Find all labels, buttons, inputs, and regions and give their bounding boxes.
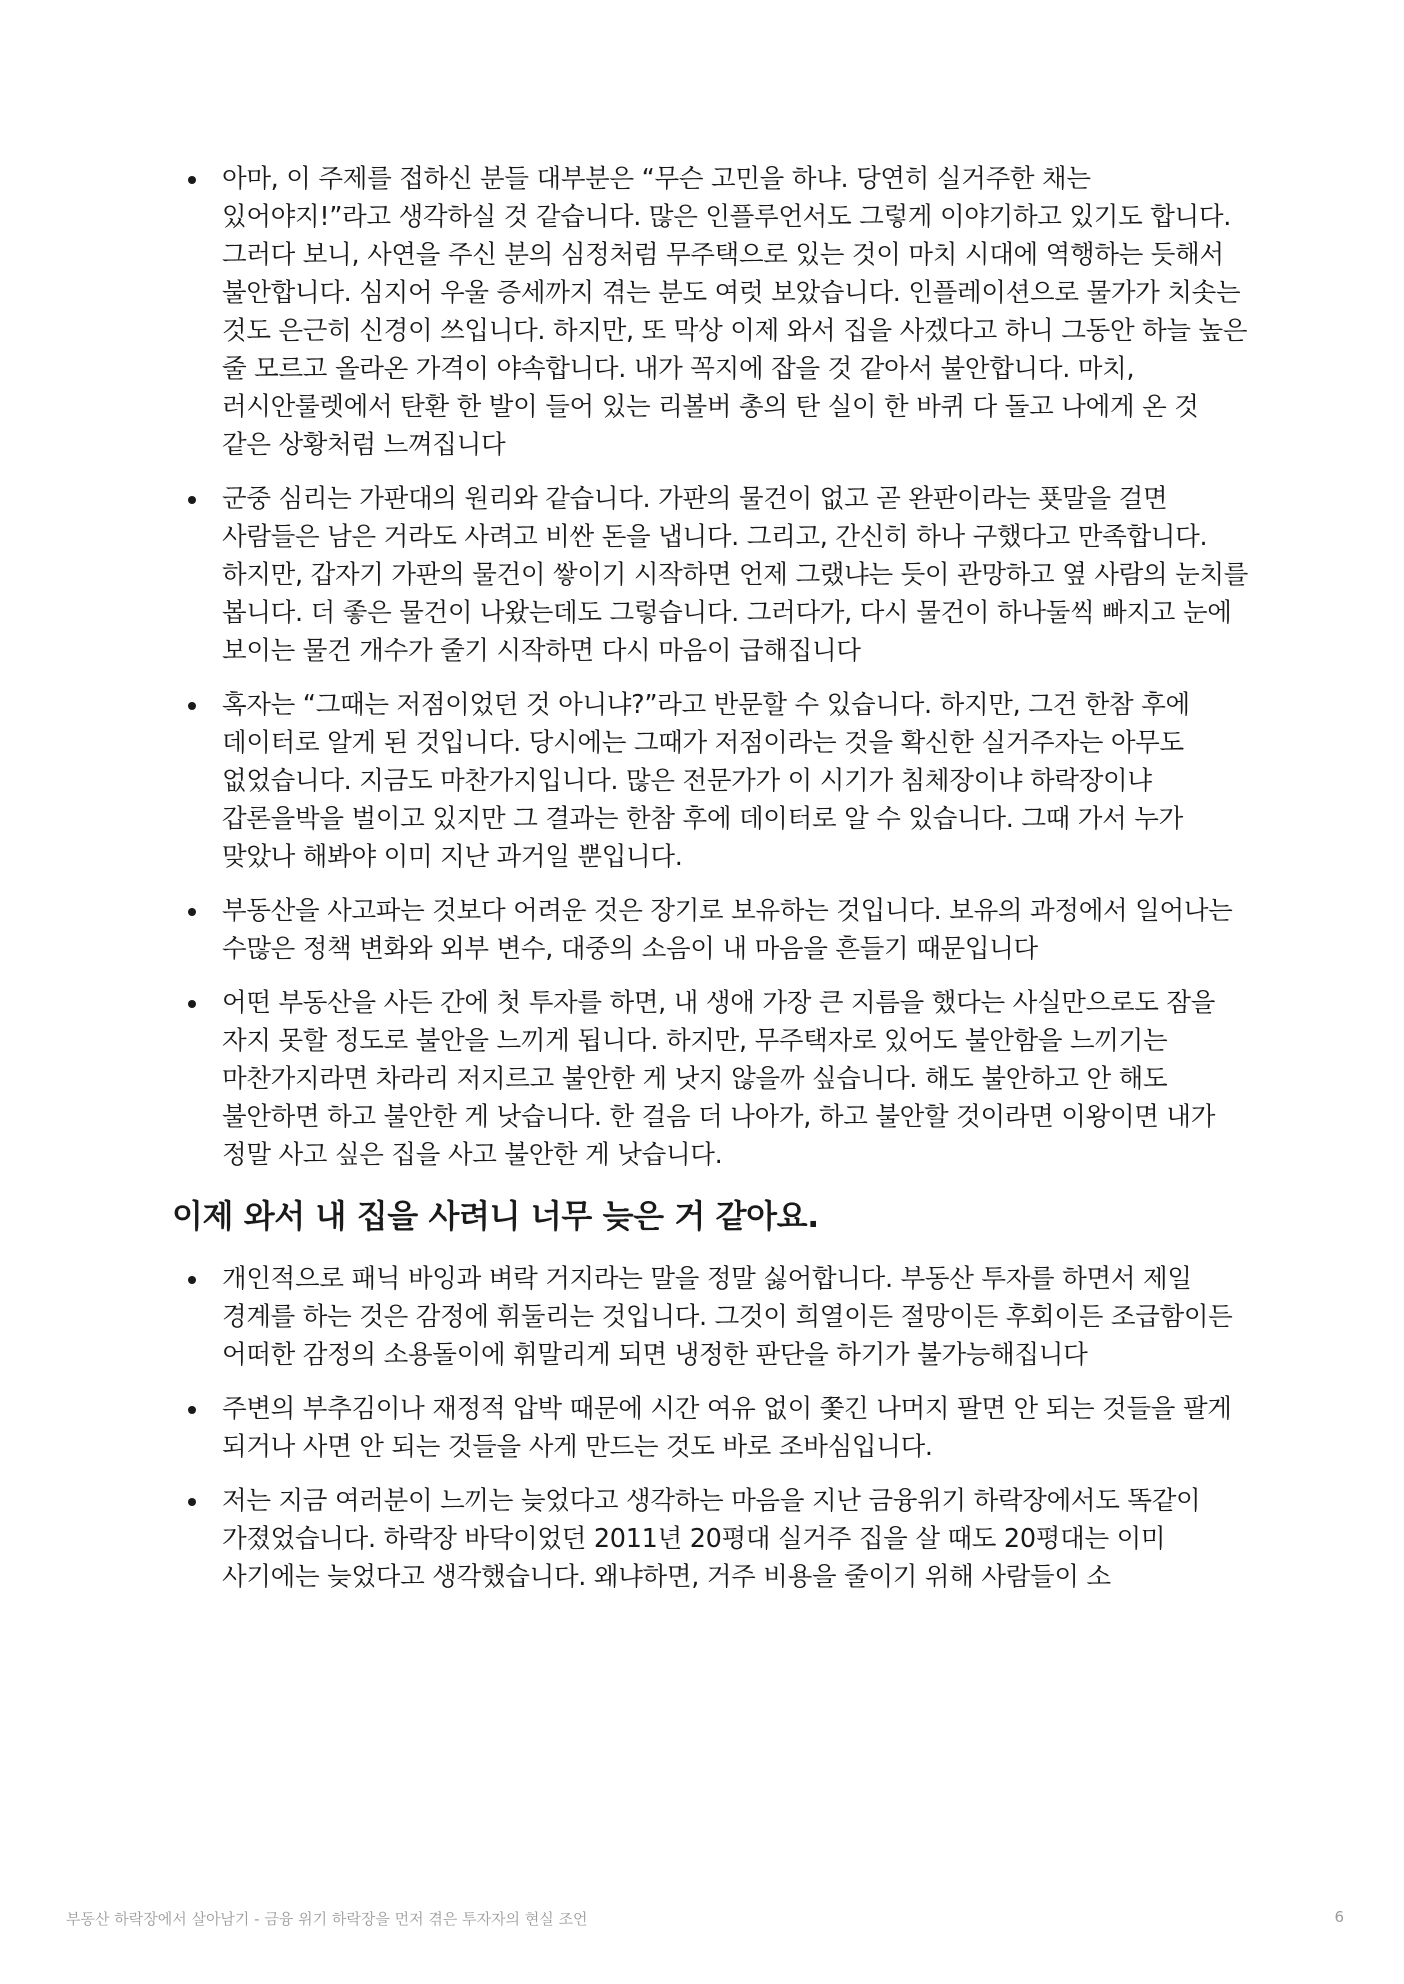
page-number: 6 [1334, 1908, 1344, 1926]
list-item: 군중 심리는 가판대의 원리와 같습니다. 가판의 물건이 없고 곧 완판이라는 푯말을 걸면 사람들은 남은 거라도 사려고 비싼 돈을 냅니다. 그리고, 간신히 하나 구했다고 만족합니다. 하지만, 갑자기 가판의 물건이 쌓이기 시작하면 언제 그랬냐는 듯이 관망하고 옆 사람의 눈치를 봅니다. 더 좋은 물건이 나왔는데도 그렇습니다. 그러다가, 다시 물건이 하나둘씩 빠지고 눈에 보이는 물건 개수가 줄기 시작하면 다시 마음이 급해집니다 [172, 480, 1252, 670]
page-content [172, 160, 1252, 1612]
list-item: 저는 지금 여러분이 느끼는 늦었다고 생각하는 마음을 지난 금융위기 하락장에서도 똑같이 가졌었습니다. 하락장 바닥이었던 2011년 20평대 실거주 집을 살 때도 20평대는 이미 사기에는 늦었다고 생각했습니다. 왜냐하면, 거주 비용을 줄이기 위해 사람들이 소 [172, 1482, 1252, 1596]
page-footer [66, 1908, 1344, 1932]
bullet-list-section-2 [172, 1260, 1252, 1596]
section-heading: 이제 와서 내 집을 사려니 너무 늦은 거 같아요. [172, 1197, 819, 1235]
list-item: 부동산을 사고파는 것보다 어려운 것은 장기로 보유하는 것입니다. 보유의 과정에서 일어나는 수많은 정책 변화와 외부 변수, 대중의 소음이 내 마음을 흔들기 때문입니다 [172, 892, 1252, 968]
list-item: 개인적으로 패닉 바잉과 벼락 거지라는 말을 정말 싫어합니다. 부동산 투자를 하면서 제일 경계를 하는 것은 감정에 휘둘리는 것입니다. 그것이 희열이든 절망이든 후회이든 조급함이든 어떠한 감정의 소용돌이에 휘말리게 되면 냉정한 판단을 하기가 불가능해집니다 [172, 1260, 1252, 1374]
list-item: 어떤 부동산을 사든 간에 첫 투자를 하면, 내 생애 가장 큰 지름을 했다는 사실만으로도 잠을 자지 못할 정도로 불안을 느끼게 됩니다. 하지만, 무주택자로 있어도 불안함을 느끼기는 마찬가지라면 차라리 저지르고 불안한 게 낫지 않을까 싶습니다. 해도 불안하고 안 해도 불안하면 하고 불안한 게 낫습니다. 한 걸음 더 나아가, 하고 불안할 것이라면 이왕이면 내가 정말 사고 싶은 집을 사고 불안한 게 낫습니다. [172, 984, 1252, 1174]
footer-title: 부동산 하락장에서 살아남기 - 금융 위기 하락장을 먼저 겪은 투자자의 현실 조언 [66, 1910, 588, 1928]
bullet-list-section-1 [172, 160, 1252, 1174]
list-item: 주변의 부추김이나 재정적 압박 때문에 시간 여유 없이 쫓긴 나머지 팔면 안 되는 것들을 팔게 되거나 사면 안 되는 것들을 사게 만드는 것도 바로 조바심입니다. [172, 1390, 1252, 1466]
list-item: 혹자는 “그때는 저점이었던 것 아니냐?”라고 반문할 수 있습니다. 하지만, 그건 한참 후에 데이터로 알게 된 것입니다. 당시에는 그때가 저점이라는 것을 확신한 실거주자는 아무도 없었습니다. 지금도 마찬가지입니다. 많은 전문가가 이 시기가 침체장이냐 하락장이냐 갑론을박을 벌이고 있지만 그 결과는 한참 후에 데이터로 알 수 있습니다. 그때 가서 누가 맞았나 해봐야 이미 지난 과거일 뿐입니다. [172, 686, 1252, 876]
list-item: 아마, 이 주제를 접하신 분들 대부분은 “무슨 고민을 하냐. 당연히 실거주한 채는 있어야지!”라고 생각하실 것 같습니다. 많은 인플루언서도 그렇게 이야기하고 있기도 합니다. 그러다 보니, 사연을 주신 분의 심정처럼 무주택으로 있는 것이 마치 시대에 역행하는 듯해서 불안합니다. 심지어 우울 증세까지 겪는 분도 여럿 보았습니다. 인플레이션으로 물가가 치솟는 것도 은근히 신경이 쓰입니다. 하지만, 또 막상 이제 와서 집을 사겠다고 하니 그동안 하늘 높은 줄 모르고 올라온 가격이 야속합니다. 내가 꼭지에 잡을 것 같아서 불안합니다. 마치, 러시안룰렛에서 탄환 한 발이 들어 있는 리볼버 총의 탄 실이 한 바퀴 다 돌고 나에게 온 것 같은 상황처럼 느껴집니다 [172, 160, 1252, 464]
